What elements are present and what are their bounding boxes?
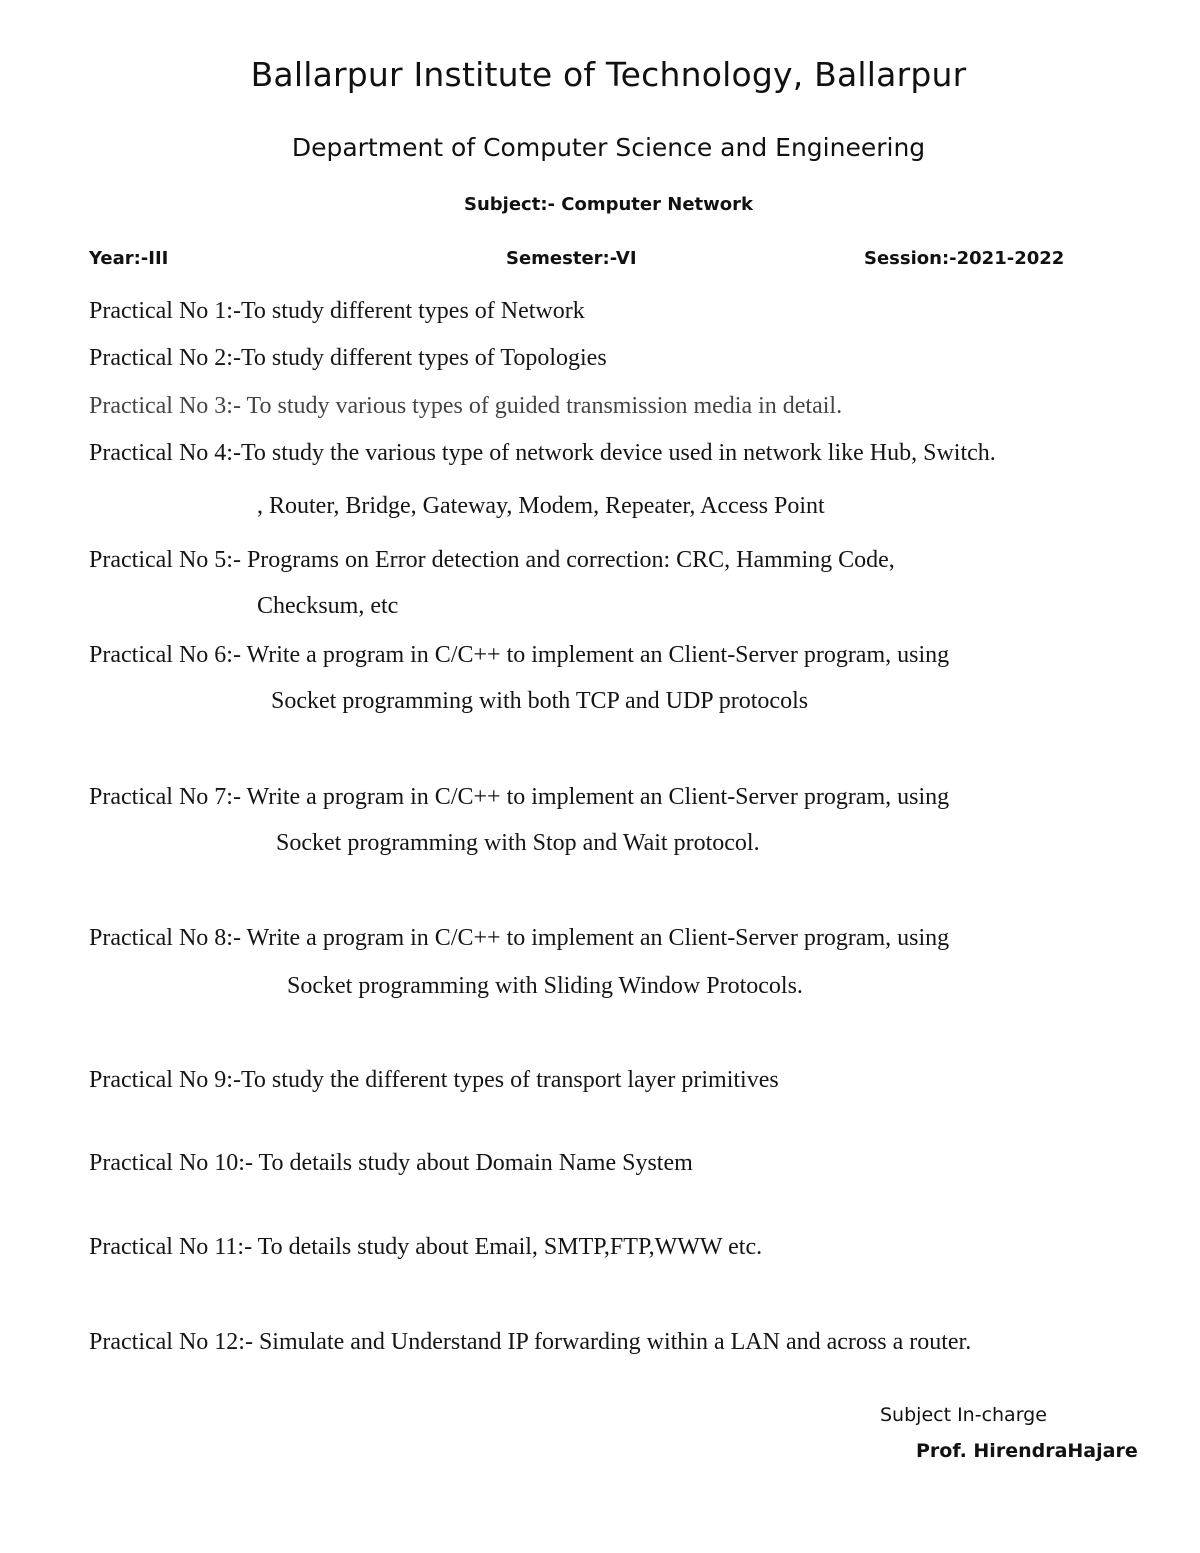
year-label: Year:-III (89, 248, 169, 269)
practical-3: Practical No 3:- To study various types of guided transmission media in detail. (89, 393, 843, 419)
practical-11: Practical No 11:- To details study about Email, SMTP,FTP,WWW etc. (89, 1234, 763, 1260)
practical-1: Practical No 1:-To study different types of Network (89, 298, 585, 324)
subject-heading: Subject:- Computer Network (464, 194, 753, 215)
session-label: Session:-2021-2022 (864, 248, 1065, 269)
practical-12: Practical No 12:- Simulate and Understand IP forwarding within a LAN and across a router. (89, 1329, 972, 1355)
institute-title: Ballarpur Institute of Technology, Ballarpur (250, 55, 967, 94)
practical-8-continued: Socket programming with Sliding Window Protocols. (287, 973, 803, 999)
practical-9: Practical No 9:-To study the different types of transport layer primitives (89, 1067, 779, 1093)
practical-2: Practical No 2:-To study different types of Topologies (89, 345, 607, 371)
semester-label: Semester:-VI (506, 248, 637, 269)
signoff-name: Prof. HirendraHajare (916, 1440, 1138, 1462)
practical-10: Practical No 10:- To details study about Domain Name System (89, 1150, 693, 1176)
practical-5-continued: Checksum, etc (257, 593, 399, 619)
practical-4-continued: , Router, Bridge, Gateway, Modem, Repeater, Access Point (257, 493, 825, 519)
practical-4: Practical No 4:-To study the various type of network device used in network like Hub, Switch. (89, 440, 996, 466)
practical-7: Practical No 7:- Write a program in C/C++ to implement an Client-Server program, using (89, 784, 950, 810)
practical-5: Practical No 5:- Programs on Error detection and correction: CRC, Hamming Code, (89, 547, 895, 573)
practical-7-continued: Socket programming with Stop and Wait protocol. (276, 830, 760, 856)
practical-6-continued: Socket programming with both TCP and UDP protocols (271, 688, 809, 714)
department-heading: Department of Computer Science and Engineering (291, 133, 926, 162)
practical-8: Practical No 8:- Write a program in C/C++ to implement an Client-Server program, using (89, 925, 950, 951)
practical-6: Practical No 6:- Write a program in C/C++ to implement an Client-Server program, using (89, 642, 950, 668)
signoff-role: Subject In-charge (880, 1404, 1047, 1426)
